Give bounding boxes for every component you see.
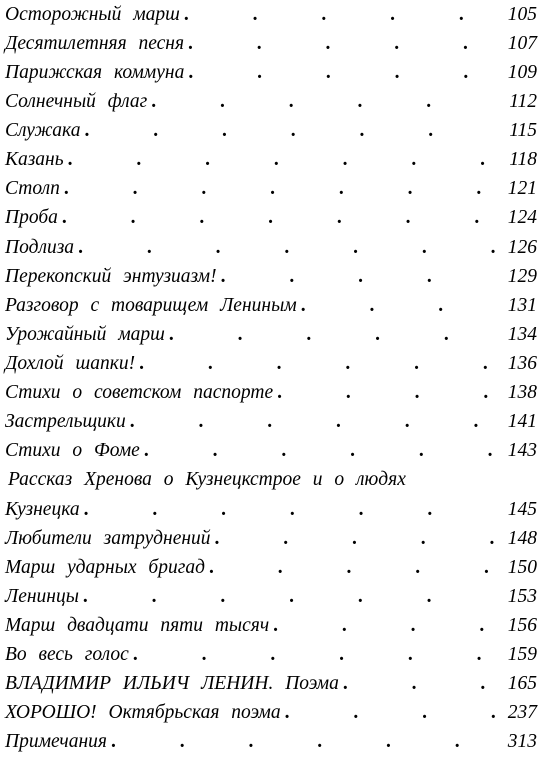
toc-entry-title: Стихи о советском паспорте: [5, 382, 274, 403]
toc-entry-page: 112: [509, 91, 537, 112]
dot-leader: [188, 33, 495, 55]
toc-entry-page: 107: [507, 33, 537, 54]
toc-entry-page: 131: [507, 295, 537, 316]
toc-entry: [5, 145, 537, 175]
dot-leader: [78, 237, 495, 259]
toc-entry-page: 118: [509, 149, 537, 170]
toc-entry-title: Казань: [5, 149, 64, 170]
dot-leader: [301, 295, 495, 317]
toc-entry-title: Столп: [5, 178, 60, 199]
toc-entry-page: 159: [507, 644, 537, 665]
dot-leader: [111, 731, 495, 753]
toc-entry-page: 126: [507, 237, 537, 258]
dot-leader: [169, 324, 495, 346]
dot-leader: [84, 499, 495, 521]
dot-leader: [84, 120, 495, 142]
toc-entry-title: Перекопский энтузиазм!: [5, 266, 217, 287]
toc-entry: [5, 174, 537, 204]
dot-leader: [133, 644, 495, 666]
toc-entry: [5, 203, 537, 233]
toc-entry-title: Подлиза: [5, 237, 75, 258]
toc-entry-first-line: [8, 465, 537, 495]
toc-entry-title: Парижская коммуна: [5, 62, 185, 83]
toc-entry-page: 121: [507, 178, 537, 199]
toc-entry-page: 145: [507, 499, 537, 520]
toc-entry-page: 150: [507, 557, 537, 578]
toc-entry-page: 134: [507, 324, 537, 345]
dot-leader: [277, 382, 495, 404]
dot-leader: [215, 528, 495, 550]
toc-entry-title: Стихи о Фоме: [5, 440, 140, 461]
toc-entry-title: Примечания: [5, 731, 107, 752]
toc-entry-title: ВЛАДИМИР ИЛЬИЧ ЛЕНИН. Поэма: [5, 673, 339, 694]
toc-entry: [5, 262, 537, 292]
toc-entry-title: Десятилетняя песня: [5, 33, 185, 54]
toc-entry: [5, 727, 537, 757]
toc-entry: [5, 582, 537, 612]
toc-entry: [5, 698, 537, 728]
toc-entry: [5, 116, 537, 146]
toc-entry-title: Любители затруднений: [5, 528, 211, 549]
toc-entry-title: Урожайный марш: [5, 324, 165, 345]
toc-entry-page: 109: [507, 62, 537, 83]
toc-entry-page: 143: [507, 440, 537, 461]
dot-leader: [64, 178, 495, 200]
dot-leader: [130, 411, 495, 433]
toc-entry-title: Во весь голос: [5, 644, 129, 665]
toc-entry: [5, 436, 537, 466]
toc-entry-page: 153: [507, 586, 537, 607]
toc-entry-title: Марш двадцати пяти тысяч: [5, 615, 270, 636]
toc-entry: [5, 669, 537, 699]
dot-leader: [285, 702, 495, 724]
dot-leader: [68, 149, 495, 171]
dot-leader: [209, 557, 495, 579]
toc-entry-title: Дохлой шапки!: [5, 353, 136, 374]
dot-leader: [139, 353, 495, 375]
toc-entry-page: 141: [507, 411, 537, 432]
toc-entry-title: Рассказ Хренова о Кузнецкстрое и о людях: [8, 469, 406, 490]
toc-entry: [5, 58, 537, 88]
toc-entry-title: Служака: [5, 120, 81, 141]
dot-leader: [343, 673, 495, 695]
toc-entry: [5, 29, 537, 59]
dot-leader: [221, 266, 495, 288]
toc-entry: [5, 611, 537, 641]
toc-entry-page: 313: [507, 731, 537, 752]
toc-entry-title: Разговор с товарищем Лениным: [5, 295, 297, 316]
toc-entry-page: 138: [507, 382, 537, 403]
toc-entry-page: 129: [507, 266, 537, 287]
dot-leader: [184, 4, 495, 26]
toc-entry: [5, 0, 537, 30]
dot-leader: [62, 207, 495, 229]
toc-entry: [5, 320, 537, 350]
toc-entry-page: 124: [507, 207, 537, 228]
toc-entry-page: 237: [507, 702, 537, 723]
toc-entry: [5, 553, 537, 583]
toc-entry-page: 156: [507, 615, 537, 636]
dot-leader: [144, 440, 495, 462]
toc-entry-title: ХОРОШО! Октябрьская поэма: [5, 702, 281, 723]
toc-entry-page: 165: [507, 673, 537, 694]
toc-entry: [5, 378, 537, 408]
dot-leader: [188, 62, 495, 84]
toc-entry-title: Проба: [5, 207, 58, 228]
toc-entry-title: Застрельщики: [5, 411, 126, 432]
toc-entry: [5, 640, 537, 670]
toc-entry: [5, 349, 537, 379]
dot-leader: [273, 615, 495, 637]
toc-entry-page: 105: [507, 4, 537, 25]
toc-entry-page: 115: [509, 120, 537, 141]
toc-entry-title: Ленинцы: [5, 586, 79, 607]
toc-entry: [5, 495, 537, 525]
toc-entry-title: Кузнецка: [5, 499, 80, 520]
toc-entry-title: Солнечный флаг: [5, 91, 148, 112]
toc-entry-title: Осторожный марш: [5, 4, 180, 25]
toc-entry: [5, 524, 537, 554]
dot-leader: [151, 91, 495, 113]
toc-entry: [5, 291, 537, 321]
toc-entry: [5, 407, 537, 437]
toc-entry: [5, 87, 537, 117]
toc-entry-title: Марш ударных бригад: [5, 557, 205, 578]
toc-entry-page: 148: [507, 528, 537, 549]
dot-leader: [83, 586, 495, 608]
toc-entry: [5, 233, 537, 263]
toc-entry-page: 136: [507, 353, 537, 374]
